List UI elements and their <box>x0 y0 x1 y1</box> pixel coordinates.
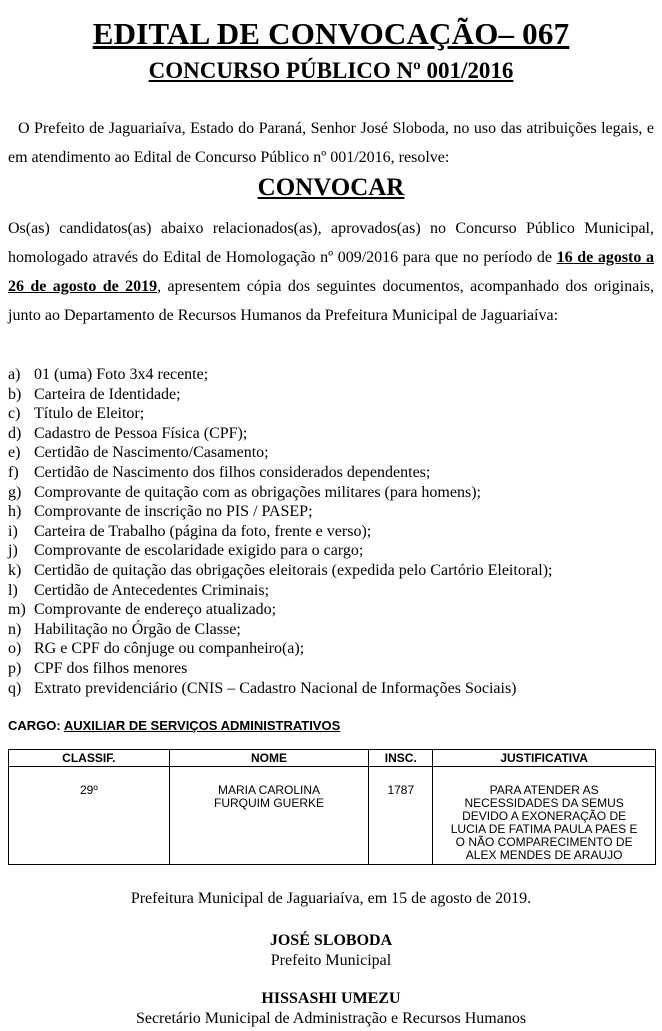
list-item <box>8 522 654 542</box>
list-item <box>8 443 654 463</box>
justificativa-line: ALEX MENDES DE ARAUJO <box>465 848 623 862</box>
list-marker: f) <box>8 463 19 481</box>
cell-insc: 1787 <box>369 767 433 865</box>
signer2-role: Secretário Municipal de Administração e Recursos Humanos <box>135 1010 527 1027</box>
signer1-role: Prefeito Municipal <box>270 952 392 969</box>
list-marker: e) <box>8 444 21 462</box>
list-item-text: Certidão de Antecedentes Criminais; <box>34 581 270 599</box>
list-marker: q) <box>8 679 22 697</box>
nome-line: FURQUIM GUERKE <box>214 796 325 810</box>
signer2-name: HISSASHI UMEZU <box>261 990 401 1007</box>
list-item-text: RG e CPF do cônjuge ou companheiro(a); <box>34 640 305 658</box>
place-date: Prefeitura Municipal de Jaguariaíva, em 15 de agosto de 2019. <box>130 890 532 907</box>
list-item-text: Comprovante de endereço atualizado; <box>34 601 277 619</box>
list-marker: c) <box>8 405 21 423</box>
justificativa-line: PARA ATENDER AS <box>489 783 599 797</box>
list-item-text: Certidão de Nascimento/Casamento; <box>34 444 269 462</box>
justificativa-line: DEVIDO A EXONERAÇÃO DE <box>462 809 627 823</box>
header-justificativa: JUSTIFICATIVA <box>433 750 656 767</box>
list-item <box>8 659 654 679</box>
justificativa-line: O NÃO COMPARECIMENTO DE <box>455 835 633 849</box>
cell-nome <box>169 767 369 865</box>
list-item <box>8 620 654 640</box>
list-marker: j) <box>8 542 18 560</box>
list-item <box>8 424 654 444</box>
document-subtitle: CONCURSO PÚBLICO Nº 001/2016 <box>148 58 514 83</box>
list-item <box>8 502 654 522</box>
list-item-text: Título de Eleitor; <box>34 405 145 423</box>
documents-list <box>8 365 654 698</box>
justificativa-line: LUCIA DE FATIMA PAULA PAES E <box>450 822 638 836</box>
intro-paragraph: O Prefeito de Jaguariaíva, Estado do Paraná, Senhor José Sloboda, no uso das atribuições legais, e em atendimento ao Edital de Concurso Público nº 001/2016, resolve: <box>8 120 654 166</box>
period-dates: 16 de agosto a 26 de agosto de 2019 <box>8 249 655 295</box>
list-item <box>8 561 654 581</box>
nome-line: MARIA CAROLINA <box>218 783 321 797</box>
list-item <box>8 639 654 659</box>
cargo-label: CARGO: <box>8 718 61 733</box>
table-row <box>9 767 656 865</box>
list-item-text: Habilitação no Órgão de Classe; <box>34 620 241 638</box>
list-marker: l) <box>8 581 18 599</box>
list-item-text: 01 (uma) Foto 3x4 recente; <box>34 366 209 383</box>
cell-justificativa <box>433 767 656 865</box>
list-item-text: Comprovante de quitação com as obrigações militares (para homens); <box>34 483 481 501</box>
list-item-text: Extrato previdenciário (CNIS – Cadastro Nacional de Informações Sociais) <box>34 679 517 697</box>
list-marker: d) <box>8 424 22 442</box>
list-item <box>8 483 654 503</box>
cargo-line <box>8 718 340 733</box>
list-item-text: Certidão de quitação das obrigações eleitorais (expedida pelo Cartório Eleitoral); <box>34 561 553 579</box>
header-classif: CLASSIF. <box>9 750 170 767</box>
list-item <box>8 581 654 601</box>
list-marker: k) <box>8 561 22 579</box>
list-item <box>8 365 654 385</box>
list-item-text: Comprovante de escolaridade exigido para o cargo; <box>34 542 364 560</box>
list-item-text: CPF dos filhos menores <box>34 659 188 677</box>
justificativa-line: NECESSIDADES DA SEMUS <box>464 796 624 810</box>
list-item <box>8 385 654 405</box>
list-item-text: Carteira de Trabalho (página da foto, frente e verso); <box>34 522 372 540</box>
list-item <box>8 600 654 620</box>
table-header-row <box>9 750 656 767</box>
list-item-text: Comprovante de inscrição no PIS / PASEP; <box>34 503 313 521</box>
list-item <box>8 463 654 483</box>
list-marker: a) <box>8 366 21 383</box>
header-nome: NOME <box>169 750 369 767</box>
list-item <box>8 679 654 699</box>
cargo-value: AUXILIAR DE SERVIÇOS ADMINISTRATIVOS <box>63 718 341 733</box>
body-text-part2: , apresentem cópia dos seguintes documentos, acompanhado dos originais, junto ao Departamento de Recursos Humanos da Prefeitura Municipal de Jaguariaíva: <box>8 278 654 324</box>
list-item <box>8 404 654 424</box>
document-title: EDITAL DE CONVOCAÇÃO– 067 <box>92 16 570 51</box>
list-marker: b) <box>8 385 22 403</box>
list-item <box>8 541 654 561</box>
cell-classif: 29º <box>9 767 170 865</box>
list-item-text: Carteira de Identidade; <box>34 385 181 403</box>
body-paragraph <box>8 214 654 330</box>
list-marker: m) <box>8 601 26 619</box>
signer1-name: JOSÉ SLOBODA <box>269 932 393 949</box>
list-marker: n) <box>8 620 22 638</box>
body-text-part1: Os(as) candidatos(as) abaixo relacionados(as), aprovados(as) no Concurso Público Municipal, homologado através do Edital de Homologação nº 009/2016 para que no período de <box>8 220 654 266</box>
list-marker: o) <box>8 640 22 658</box>
convocar-heading: CONVOCAR <box>257 174 405 201</box>
list-marker: i) <box>8 522 18 540</box>
list-item-text: Cadastro de Pessoa Física (CPF); <box>34 424 248 442</box>
list-marker: g) <box>8 483 22 501</box>
list-item-text: Certidão de Nascimento dos filhos considerados dependentes; <box>34 463 431 481</box>
header-insc: INSC. <box>369 750 433 767</box>
list-marker: h) <box>8 503 22 521</box>
candidates-table <box>8 749 656 865</box>
list-marker: p) <box>8 659 22 677</box>
